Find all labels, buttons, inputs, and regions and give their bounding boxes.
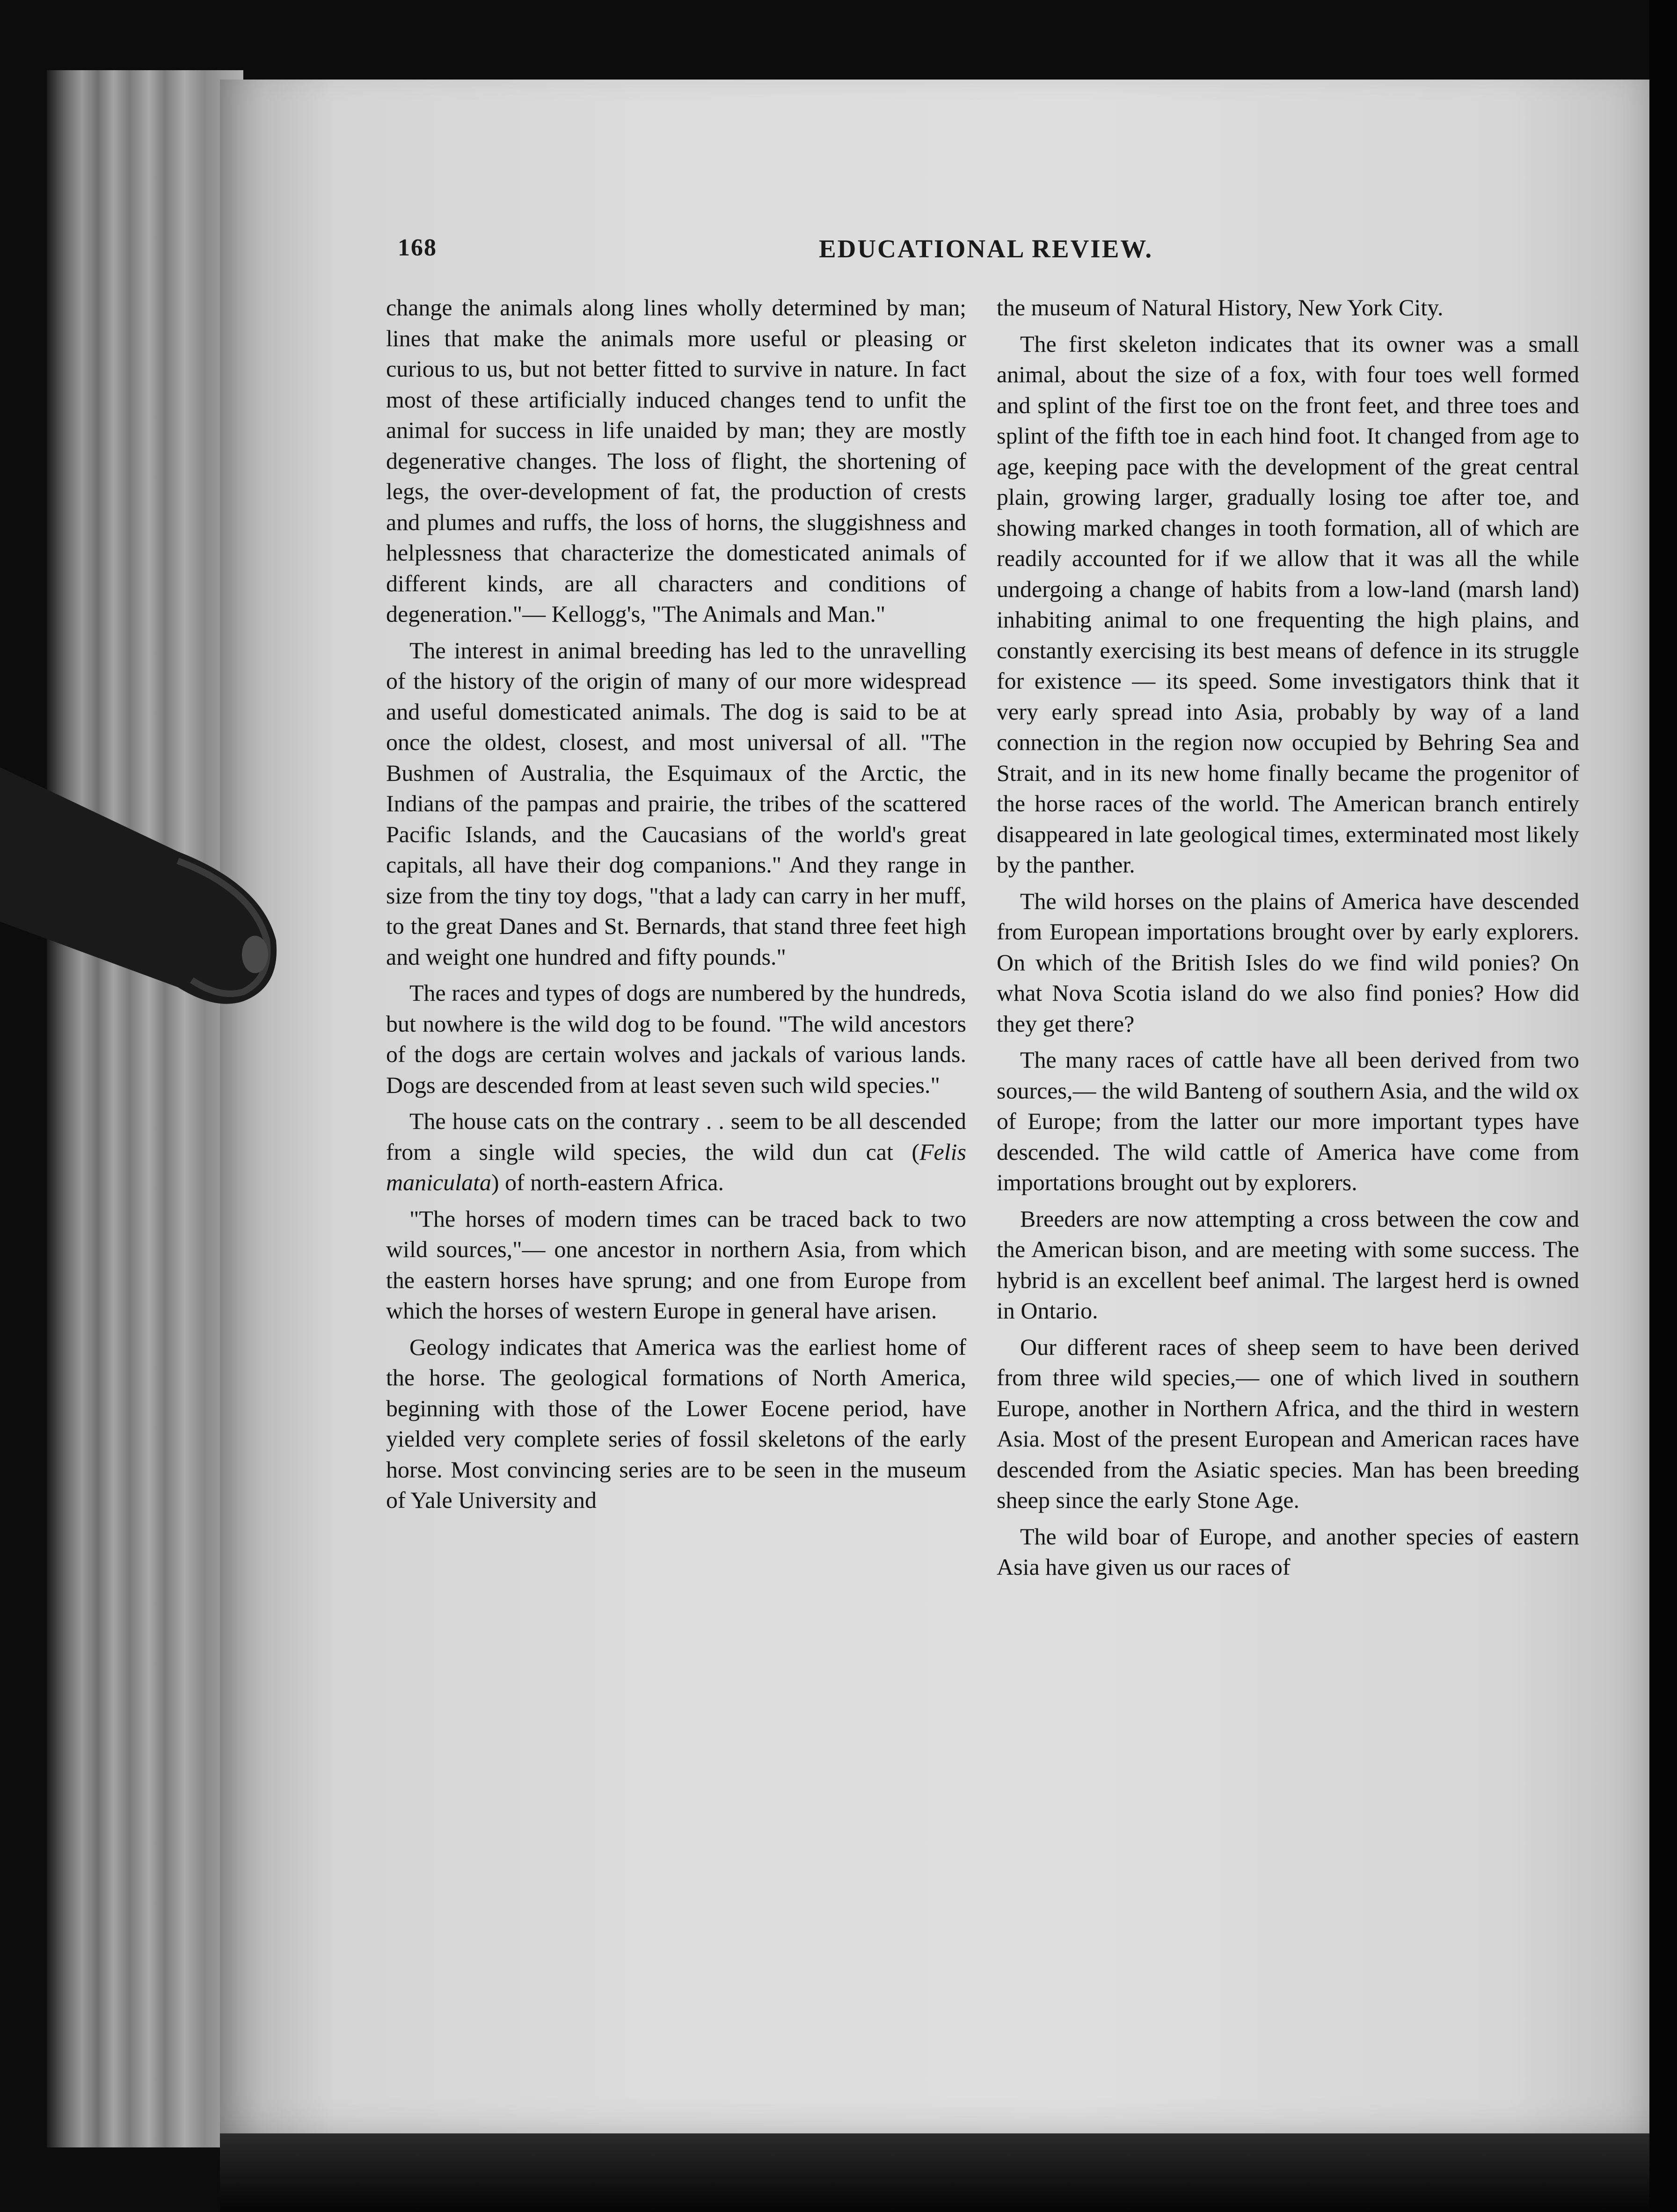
- paragraph: Geology indicates that America was the earliest home of the horse. The geological formations of North America, beginning with those of the Lower Eocene period, have yielded very complete series of fossil skeletons of the early horse. Most convincing series are to be seen in the museum of Yale University and: [386, 1333, 966, 1513]
- book-page-edges: [47, 70, 243, 2147]
- paragraph: "The horses of modern times can be traced back to two wild sources,"— one ancestor in northern Asia, from which the eastern horses have sprung; and one from Europe from which the horses of western Europe in general have arisen.: [386, 1205, 966, 1324]
- running-head: EDUCATIONAL REVIEW.: [819, 234, 1153, 263]
- species-name: Felis maniculata: [386, 1138, 966, 1195]
- page-header: [398, 234, 1582, 276]
- paragraph: The first skeleton indicates that its owner was a small animal, about the size of a fox, with four toes well formed and splint of the first toe on the front feet, and three toes and splint of the fifth toe in each hind foot. It changed from age to age, keeping pace with the development of the great central plain, growing larger, gradually losing toe after toe, and showing marked changes in tooth formation, all of which are readily accounted for if we allow that it was all the while undergoing a change of habits from a low-land (marsh land) inhabiting animal to one frequenting the high plains, and constantly exercising its best means of defence in its struggle for existence — its speed. Some investigators think that it very early spread into Asia, probably by way of a land connection in the region now occupied by Behring Sea and Strait, and in its new home finally became the progenitor of the horse races of the world. The American branch entirely disappeared in late geological times, exterminated most likely by the panther.: [997, 330, 1579, 878]
- scan-right-edge: [1649, 0, 1677, 2212]
- paragraph: The many races of cattle have all been derived from two sources,— the wild Banteng of southern Asia, and the wild ox of Europe; from the latter our more important types have descended. The wild cattle of America have come from importations brought out by explorers.: [997, 1047, 1579, 1195]
- right-column: [997, 292, 1579, 1588]
- paragraph: the museum of Natural History, New York City.: [997, 294, 1444, 320]
- paragraph-text: ) of north-eastern Africa.: [491, 1169, 724, 1195]
- paragraph: The races and types of dogs are numbered by the hundreds, but nowhere is the wild dog to be found. "The wild ancestors of the dogs are certain wolves and jackals of various lands. Dogs are descended from at least seven such wild species.": [386, 980, 966, 1098]
- page-clip-shadow: [0, 767, 281, 1011]
- paragraph: Our different races of sheep seem to have been derived from three wild species,— one of which lived in southern Europe, another in Northern Africa, and the third in western Asia. Most of the present European and American races have descended from the Asiatic species. Man has been breeding sheep since the early Stone Age.: [997, 1333, 1579, 1513]
- left-column: [386, 292, 966, 1521]
- paragraph: The wild horses on the plains of America have descended from European importations brought over by early explorers. On which of the British Isles do we find wild ponies? On what Nova Scotia island do we also find ponies? How did they get there?: [997, 888, 1579, 1037]
- paragraph-text: The house cats on the contrary . . seem to be all descended from a single wild species, the wild dun cat (: [386, 1108, 966, 1165]
- page-number: 168: [398, 234, 437, 261]
- paragraph: The interest in animal breeding has led to the unravelling of the history of the origin of many of our more widespread and useful domesticated animals. The dog is said to be at once the oldest, closest, and most universal of all. "The Bushmen of Australia, the Esquimaux of the Arctic, the Indians of the pampas and prairie, the tribes of the scattered Pacific Islands, and the Caucasians of the world's great capitals, all have their dog companions." And they range in size from the tiny toy dogs, "that a lady can carry in her muff, to the great Danes and St. Bernards, that stand three feet high and weight one hundred and fifty pounds.": [386, 637, 966, 970]
- paragraph: Breeders are now attempting a cross between the cow and the American bison, and are meeting with some success. The hybrid is an excellent beef animal. The largest herd is owned in Ontario.: [997, 1205, 1579, 1324]
- paragraph: The wild boar of Europe, and another species of eastern Asia have given us our races of: [997, 1523, 1579, 1580]
- page-bottom-shadow: [220, 2133, 1652, 2212]
- paragraph: [386, 1106, 966, 1198]
- paragraph: change the animals along lines wholly determined by man; lines that make the animals more useful or pleasing or curious to us, but not better fitted to survive in nature. In fact most of these artificially induced changes tend to unfit the animal for success in life unaided by man; they are mostly degenerative changes. The loss of flight, the shortening of legs, the over-development of fat, the production of crests and plumes and ruffs, the loss of horns, the sluggishness and helplessness that characterize the domesticated animals of different kinds, are all characters and conditions of degeneration."— Kellogg's, "The Animals and Man.": [386, 294, 966, 627]
